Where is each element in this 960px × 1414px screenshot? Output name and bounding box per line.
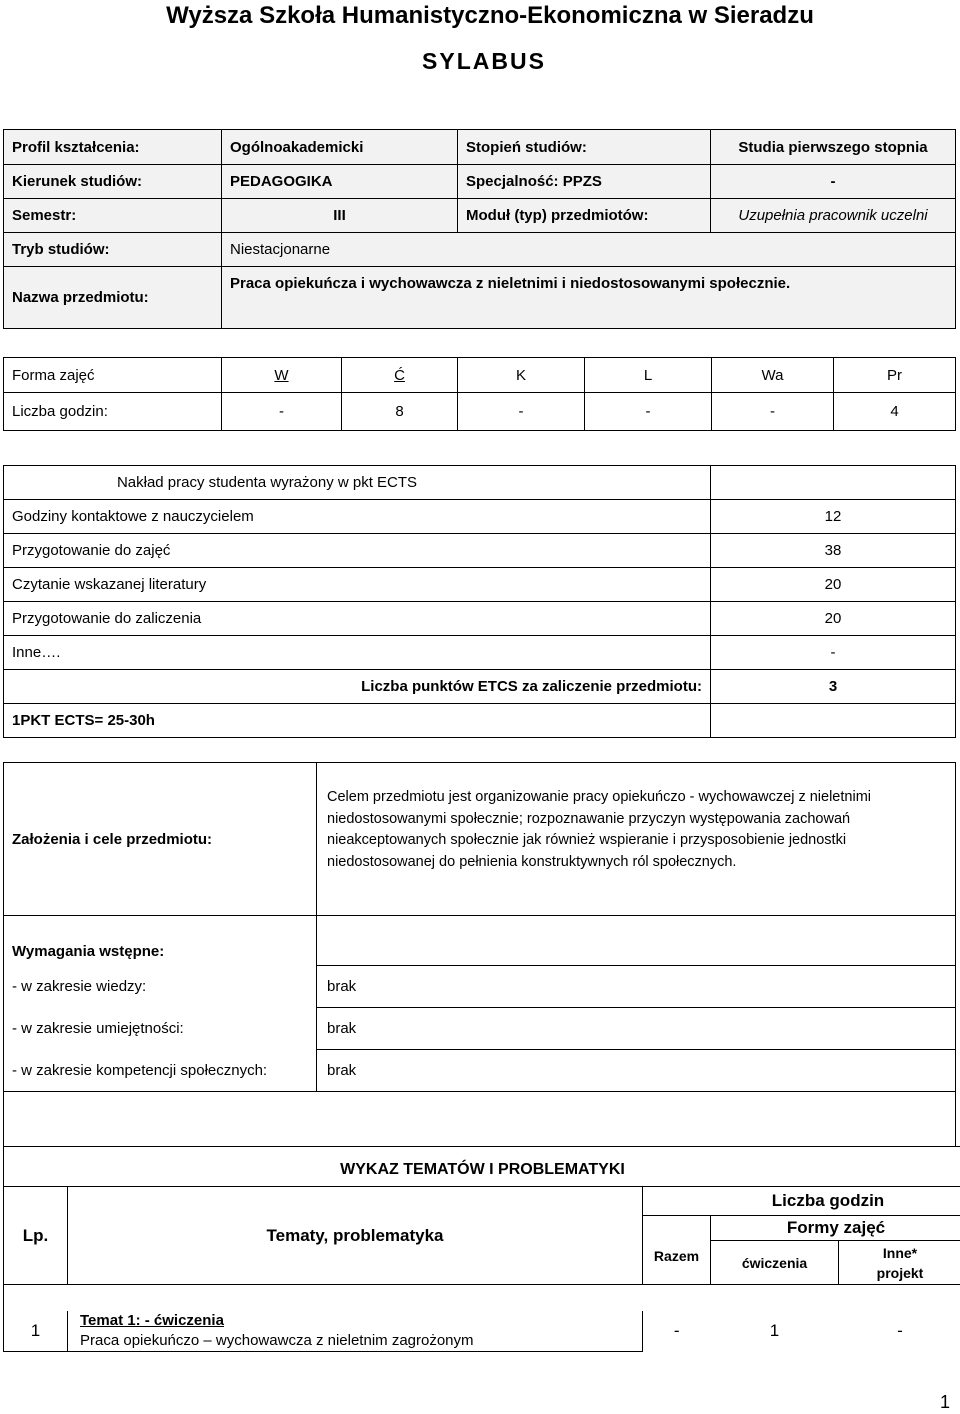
- col-inne: Inne*: [882, 1244, 918, 1261]
- ects-row-label: Inne….: [4, 636, 711, 670]
- requirement-label: - w zakresie umiejętności:: [4, 1008, 317, 1050]
- topics-table: [3, 1146, 960, 1352]
- goals-label: Założenia i cele przedmiotu:: [4, 763, 317, 916]
- page-number: 1: [940, 1392, 951, 1412]
- ects-row-value: 20: [711, 602, 956, 636]
- ects-row-label: Przygotowanie do zajęć: [4, 534, 711, 568]
- nazwa-label: Nazwa przedmiotu:: [4, 267, 222, 329]
- hours-value: 4: [834, 393, 956, 431]
- ects-row-value: 12: [711, 500, 956, 534]
- forma-label: Forma zajęć: [4, 358, 222, 393]
- ects-row-value: 20: [711, 568, 956, 602]
- hours-label: Liczba godzin:: [4, 393, 222, 431]
- forma-header: Pr: [834, 358, 956, 393]
- profil-label: Profil kształcenia:: [4, 130, 222, 165]
- topic-cwiczenia: 1: [769, 1320, 780, 1340]
- semestr-value: III: [222, 199, 458, 233]
- topics-title: WYKAZ TEMATÓW I PROBLEMATYKI: [4, 1147, 960, 1187]
- modul-label: Moduł (typ) przedmiotów:: [458, 199, 711, 233]
- topic-desc: Praca opiekuńczo – wychowawcza z nieletnim zagrożonym: [80, 1331, 474, 1349]
- ects-note-blank: [711, 704, 956, 738]
- col-razem: Razem: [643, 1216, 711, 1285]
- ects-title: Nakład pracy studenta wyrażony w pkt ECTS: [4, 466, 711, 500]
- document-title: SYLABUS: [422, 48, 546, 74]
- col-formy: Formy zajęć: [711, 1216, 960, 1241]
- requirements-title-blank: [317, 916, 956, 966]
- ects-title-blank: [711, 466, 956, 500]
- ects-row-value: 38: [711, 534, 956, 568]
- ects-table: [3, 465, 956, 738]
- hours-value: -: [222, 393, 342, 431]
- school-name: Wyższa Szkoła Humanistyczno-Ekonomiczna w Sieradzu: [166, 2, 814, 29]
- ects-note: 1PKT ECTS= 25-30h: [4, 704, 711, 738]
- requirement-label: - w zakresie kompetencji społecznych:: [4, 1050, 317, 1092]
- stopien-value: Studia pierwszego stopnia: [711, 130, 956, 165]
- requirement-value: brak: [317, 966, 956, 1008]
- class-forms-table: [3, 357, 956, 431]
- course-info-table: [3, 129, 956, 329]
- kierunek-label: Kierunek studiów:: [4, 165, 222, 199]
- kierunek-value: PEDAGOGIKA: [222, 165, 458, 199]
- requirement-value: brak: [317, 1050, 956, 1092]
- topic-title: Temat 1: - ćwiczenia: [80, 1311, 224, 1329]
- col-topics: Tematy, problematyka: [68, 1187, 643, 1285]
- hours-value: -: [458, 393, 585, 431]
- hours-value: -: [585, 393, 712, 431]
- topic-razem: -: [673, 1320, 680, 1340]
- specjalnosc-value: -: [711, 165, 956, 199]
- forma-header: Wa: [712, 358, 834, 393]
- forma-header: L: [585, 358, 712, 393]
- ects-row-value: -: [711, 636, 956, 670]
- blank-section: [3, 1090, 956, 1147]
- topic-cell: [68, 1311, 643, 1352]
- goals-table: [3, 762, 956, 916]
- col-projekt: projekt: [876, 1264, 924, 1281]
- modul-value: Uzupełnia pracownik uczelni: [711, 199, 956, 233]
- col-hours: Liczba godzin: [643, 1187, 960, 1216]
- ects-total-label: Liczba punktów ETCS za zaliczenie przedmiotu:: [4, 670, 711, 704]
- col-cwiczenia: ćwiczenia: [711, 1241, 839, 1285]
- topic-inne: -: [897, 1320, 903, 1340]
- ects-row-label: Godziny kontaktowe z nauczycielem: [4, 500, 711, 534]
- requirement-label: - w zakresie wiedzy:: [4, 966, 317, 1008]
- profil-value: Ogólnoakademicki: [222, 130, 458, 165]
- hours-value: 8: [342, 393, 458, 431]
- tryb-value: Niestacjonarne: [222, 233, 956, 267]
- forma-header: Ć: [342, 358, 458, 393]
- topic-row: [4, 1311, 960, 1352]
- forma-header: K: [458, 358, 585, 393]
- forma-header: W: [222, 358, 342, 393]
- semestr-label: Semestr:: [4, 199, 222, 233]
- stopien-label: Stopień studiów:: [458, 130, 711, 165]
- specjalnosc-label: Specjalność: PPZS: [458, 165, 711, 199]
- requirements-title: Wymagania wstępne:: [4, 916, 317, 966]
- requirements-table: [3, 915, 956, 1092]
- tryb-label: Tryb studiów:: [4, 233, 222, 267]
- nazwa-value: Praca opiekuńcza i wychowawcza z nieletnimi i niedostosowanymi społecznie.: [222, 267, 956, 329]
- col-inne-projekt: [839, 1241, 960, 1285]
- ects-row-label: Czytanie wskazanej literatury: [4, 568, 711, 602]
- goals-text: Celem przedmiotu jest organizowanie pracy opiekuńczo - wychowawczej z nieletnimi niedostosowanymi społecznie; rozpoznawanie przyczyn występowania zachowań nieakceptowanych społecznie jak również wspieranie i przysposobienie jednostki niedostosowanej do pełnienia konstruktywnych ról społecznych.: [317, 763, 956, 916]
- hours-value: -: [712, 393, 834, 431]
- topics-spacer-row: [4, 1285, 960, 1311]
- ects-total-value: 3: [711, 670, 956, 704]
- col-lp: Lp.: [4, 1187, 68, 1285]
- topic-lp: 1: [4, 1311, 68, 1352]
- ects-row-label: Przygotowanie do zaliczenia: [4, 602, 711, 636]
- requirement-value: brak: [317, 1008, 956, 1050]
